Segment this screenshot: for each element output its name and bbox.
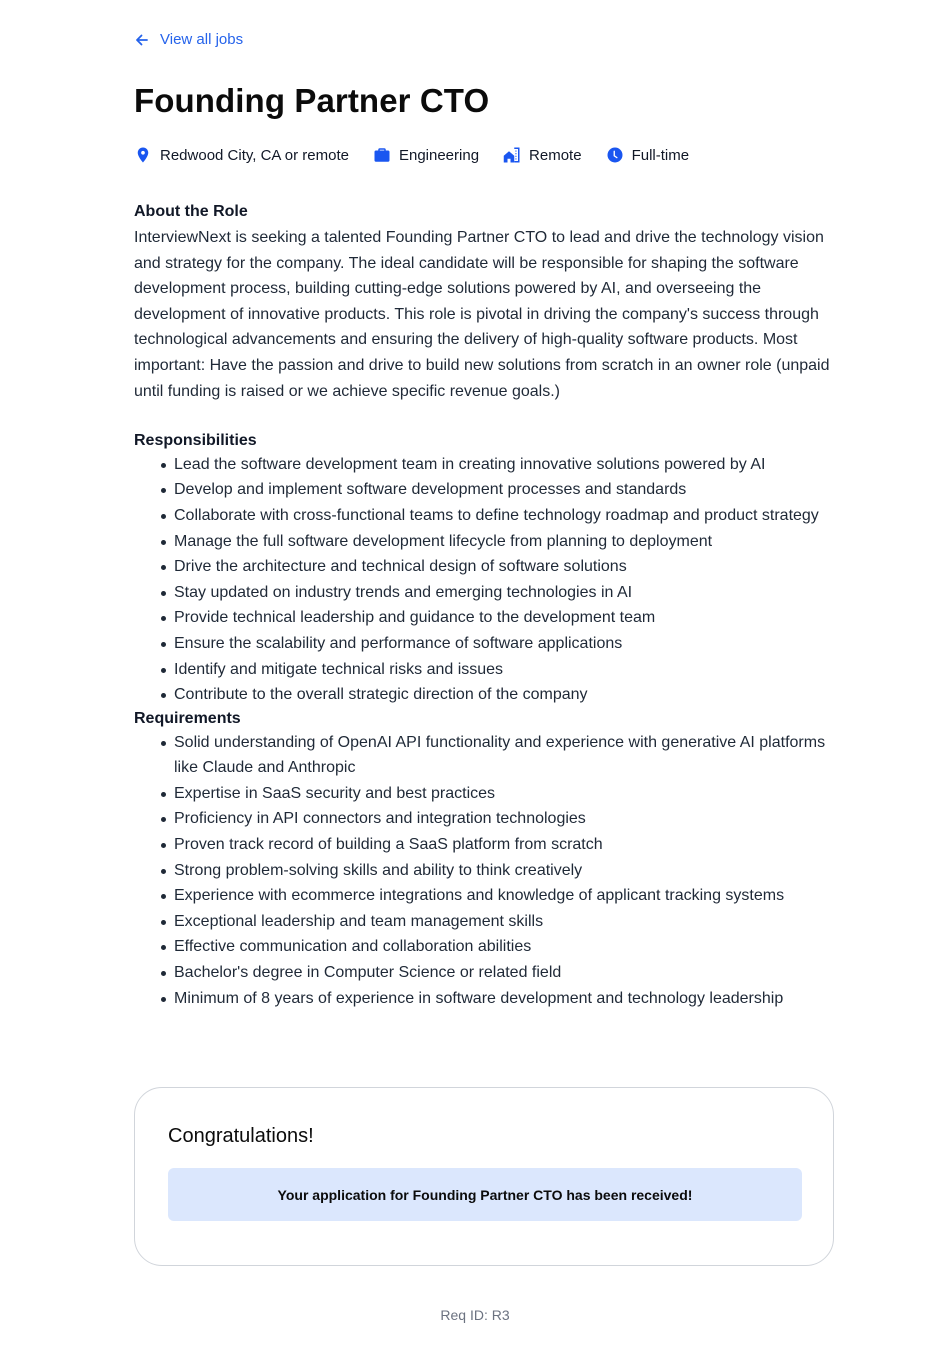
meta-location-label: Redwood City, CA or remote <box>160 146 349 164</box>
list-item: Strong problem-solving skills and ability to think creatively <box>174 858 834 884</box>
meta-location <box>134 146 349 164</box>
responsibilities-heading: Responsibilities <box>134 431 257 449</box>
view-all-jobs-link[interactable] <box>134 31 243 48</box>
list-item: Minimum of 8 years of experience in software development and technology leadership <box>174 986 834 1012</box>
list-item: Proficiency in API connectors and integration technologies <box>174 806 834 832</box>
job-title: Founding Partner CTO <box>134 82 490 119</box>
list-item: Experience with ecommerce integrations and knowledge of applicant tracking systems <box>174 883 834 909</box>
meta-workplace <box>503 146 582 164</box>
map-pin-icon <box>134 146 152 164</box>
meta-employment-type <box>606 146 690 164</box>
list-item: Manage the full software development lifecycle from planning to deployment <box>174 529 834 555</box>
job-description <box>134 201 834 1011</box>
list-item: Exceptional leadership and team management skills <box>174 909 834 935</box>
clock-icon <box>606 146 624 164</box>
requirements-heading: Requirements <box>134 709 241 727</box>
application-confirmation-card <box>134 1087 834 1266</box>
briefcase-icon <box>373 146 391 164</box>
list-item: Bachelor's degree in Computer Science or related field <box>174 960 834 986</box>
arrow-left-icon <box>134 32 150 48</box>
list-item: Proven track record of building a SaaS platform from scratch <box>174 832 834 858</box>
list-item: Contribute to the overall strategic direction of the company <box>174 682 834 708</box>
responsibilities-list <box>134 452 834 708</box>
list-item: Solid understanding of OpenAI API functionality and experience with generative AI platforms like Claude and Anthropic <box>174 730 834 781</box>
confirmation-title: Congratulations! <box>168 1125 314 1147</box>
meta-workplace-label: Remote <box>529 146 582 164</box>
about-heading: About the Role <box>134 203 248 220</box>
about-text: InterviewNext is seeking a talented Founding Partner CTO to lead and drive the technology vision and strategy for the company. The ideal candidate will be responsible for shaping the software development process, building cutting-edge solutions powered by AI, and overseeing the development of innovative products. This role is pivotal in driving the company's success through technological advancements and ensuring the delivery of high-quality software products. Most important: Have the passion and drive to build new solutions from scratch in an owner role (unpaid until funding is raised or we achieve specific revenue goals.) <box>134 229 830 400</box>
list-item: Stay updated on industry trends and emerging technologies in AI <box>174 580 834 606</box>
list-item: Effective communication and collaboration abilities <box>174 934 834 960</box>
confirmation-banner <box>168 1168 802 1221</box>
meta-department-label: Engineering <box>398 146 480 164</box>
list-item: Lead the software development team in creating innovative solutions powered by AI <box>174 452 834 478</box>
list-item: Develop and implement software development processes and standards <box>174 477 834 503</box>
job-meta <box>134 146 713 164</box>
list-item: Identify and mitigate technical risks and issues <box>174 657 834 683</box>
home-building-icon <box>503 146 521 164</box>
req-id: Req ID: R3 <box>440 1307 510 1323</box>
list-item: Ensure the scalability and performance of software applications <box>174 631 834 657</box>
requirements-list <box>134 730 834 1012</box>
list-item: Collaborate with cross-functional teams to define technology roadmap and product strategy <box>174 503 834 529</box>
meta-department <box>373 146 479 164</box>
list-item: Provide technical leadership and guidance to the development team <box>174 605 834 631</box>
view-all-jobs-label: View all jobs <box>160 31 244 48</box>
list-item: Drive the architecture and technical design of software solutions <box>174 554 834 580</box>
list-item: Expertise in SaaS security and best practices <box>174 781 834 807</box>
meta-employment-type-label: Full-time <box>631 146 690 164</box>
confirmation-message: Your application for Founding Partner CTO has been received! <box>277 1186 693 1203</box>
